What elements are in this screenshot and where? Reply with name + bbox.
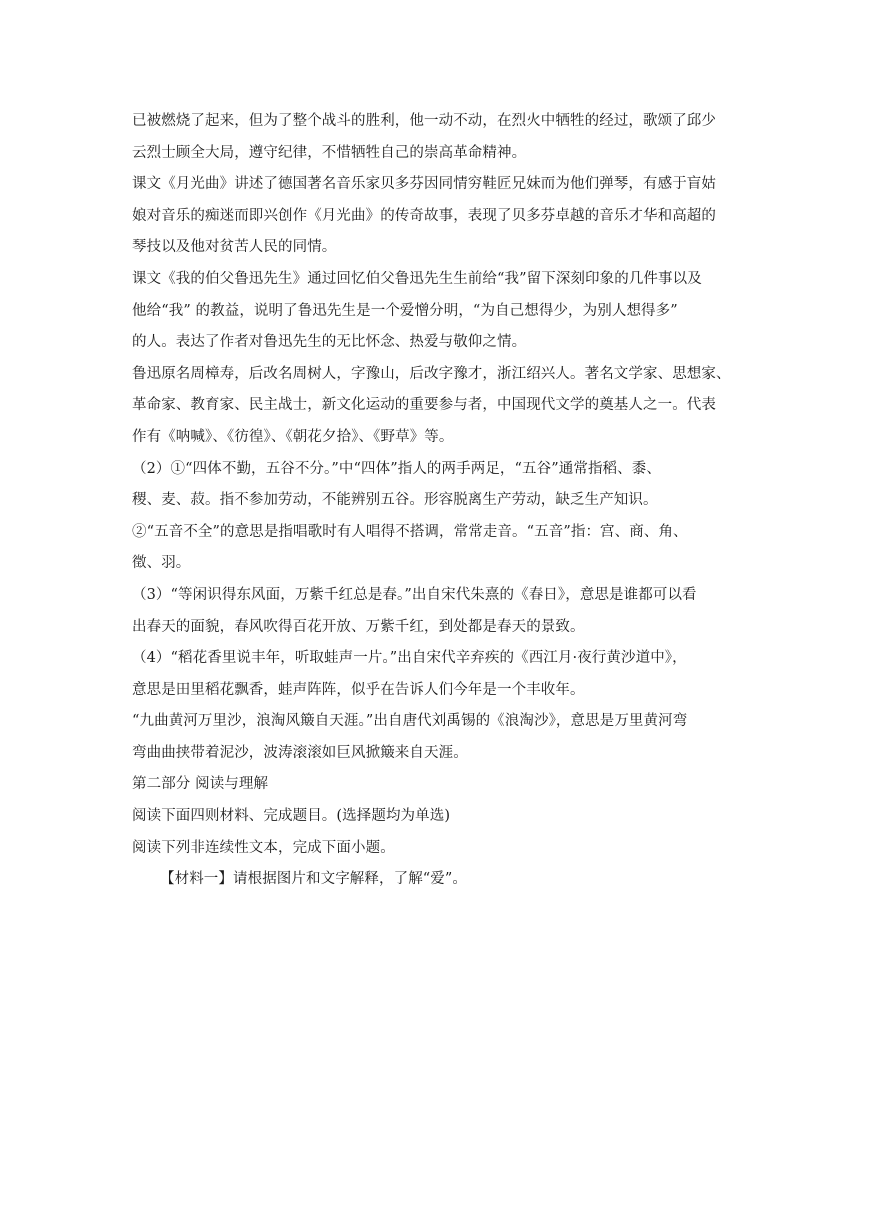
text-line: 意思是田里稻花飘香，蛙声阵阵，似乎在告诉人们今年是一个丰收年。	[132, 681, 585, 698]
text-line: （4）“稻花香里说丰年，听取蛙声一片。”出自宋代辛弃疾的《西江月·夜行黄沙道中》，	[132, 650, 687, 667]
text-line: 课文《月光曲》讲述了德国著名音乐家贝多芬因同情穷鞋匠兄妹而为他们弹琴，有感于盲姑	[132, 176, 716, 193]
text-line: 阅读下面四则材料、完成题目。(选择题均为单选)	[132, 808, 451, 825]
paragraph-qiu-shaoyun	[132, 106, 742, 169]
text-line: 第二部分 阅读与理解	[132, 776, 269, 793]
section-heading-reading	[132, 769, 742, 801]
text-line: 弯曲曲挟带着泥沙，波涛滚滚如巨风掀簸来自天涯。	[132, 744, 468, 761]
paragraph-langtaosha	[132, 706, 742, 769]
text-line: ②“五音不全”的意思是指唱歌时有人唱得不搭调，常常走音。“五音”指：宫、商、角、	[132, 523, 688, 540]
document-body	[132, 106, 742, 896]
text-line: 琴技以及他对贫苦人民的同情。	[132, 239, 337, 256]
text-line: 阅读下列非连续性文本，完成下面小题。	[132, 839, 395, 856]
paragraph-luxun-bio	[132, 359, 742, 454]
paragraph-wuyinbuquan	[132, 517, 742, 580]
text-line: 出春天的面貌，春风吹得百花开放、万紫千红，到处都是春天的景致。	[132, 618, 585, 635]
text-line: 云烈士顾全大局，遵守纪律，不惜牺牲自己的崇高革命精神。	[132, 144, 527, 161]
text-line: 鲁迅原名周樟寿，后改名周树人，字豫山，后改字豫才，浙江绍兴人。著名文学家、思想家、	[132, 365, 731, 382]
text-line: 徵、羽。	[132, 555, 191, 572]
text-line: 作有《呐喊》、《彷徨》、《朝花夕拾》、《野草》等。	[132, 428, 454, 445]
text-line: 的人。表达了作者对鲁迅先生的无比怀念、热爱与敬仰之情。	[132, 334, 527, 351]
text-line: 课文《我的伯父鲁迅先生》通过回忆伯父鲁迅先生生前给“我”留下深刻印象的几件事以及	[132, 270, 702, 287]
text-line: 已被燃烧了起来，但为了整个战斗的胜利，他一动不动，在烈火中牺牲的经过，歌颂了邱少	[132, 113, 716, 129]
paragraph-sitibuqin	[132, 454, 742, 517]
paragraph-uncle-luxun	[132, 264, 742, 359]
paragraph-instructions	[132, 801, 742, 833]
paragraph-moonlight-sonata	[132, 169, 742, 264]
text-line: 稷、麦、菽。指不参加劳动，不能辨别五谷。形容脱离生产劳动，缺乏生产知识。	[132, 492, 658, 509]
paragraph-subinstructions	[132, 833, 742, 865]
paragraph-chunri	[132, 580, 742, 643]
paragraph-xijiangyue	[132, 643, 742, 706]
text-line: “九曲黄河万里沙，浪淘风簸自天涯。”出自唐代刘禹锡的《浪淘沙》，意思是万里黄河弯	[132, 713, 688, 730]
text-line: 他给“我” 的教益，说明了鲁迅先生是一个爱憎分明，“为自己想得少，为别人想得多”	[132, 302, 678, 319]
text-line: （3）“等闲识得东风面，万紫千红总是春。”出自宋代朱熹的《春日》，意思是谁都可以看	[132, 586, 697, 603]
paragraph-material-one	[132, 864, 742, 896]
text-line: 【材料一】请根据图片和文字解释，了解“爱”。	[160, 871, 468, 888]
text-line: 革命家、教育家、民主战士，新文化运动的重要参与者，中国现代文学的奠基人之一。代表	[132, 397, 716, 414]
text-line: （2）①“四体不勤，五谷不分。”中“四体”指人的两手两足，“五谷”通常指稻、黍、	[132, 460, 661, 477]
text-line: 娘对音乐的痴迷而即兴创作《月光曲》的传奇故事，表现了贝多芬卓越的音乐才华和高超的	[132, 207, 716, 224]
